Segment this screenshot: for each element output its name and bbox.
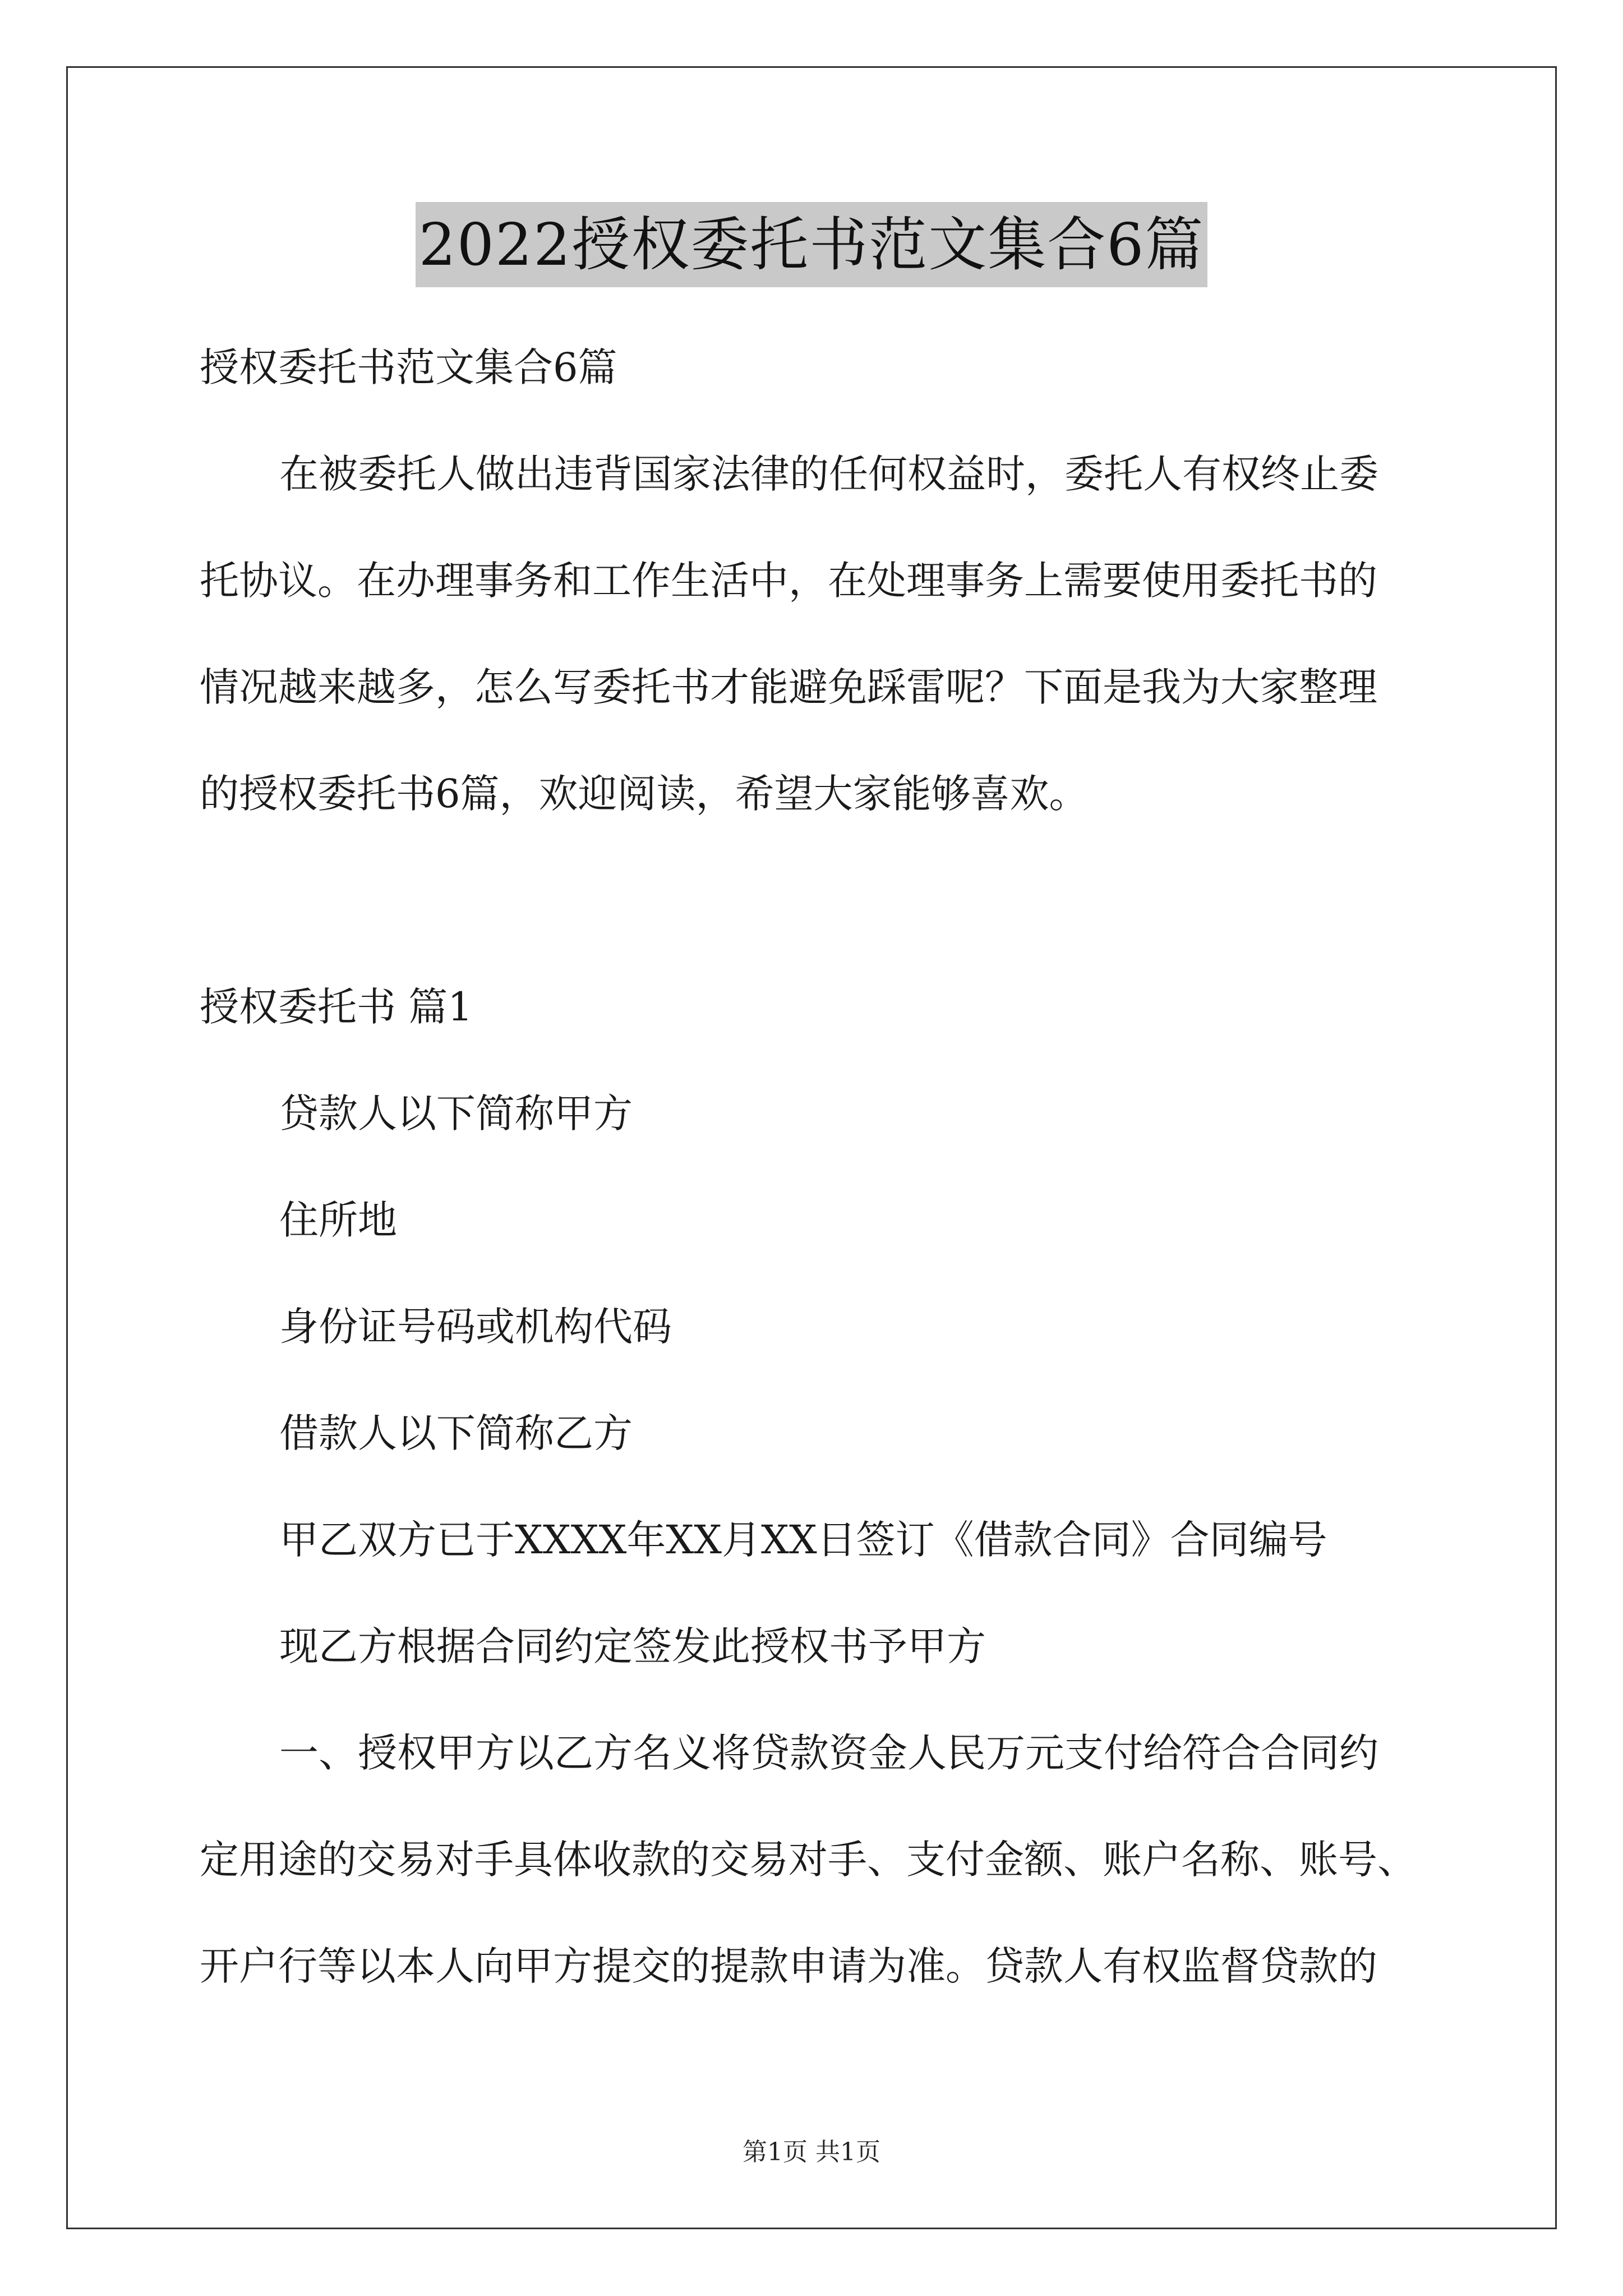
paragraph-line: 情况越来越多，怎么写委托书才能避免踩雷呢？下面是我为大家整理 <box>200 664 1377 710</box>
paragraph-line: 借款人以下简称乙方 <box>279 1410 633 1456</box>
paragraph-line: 一、授权甲方以乙方名义将贷款资金人民万元支付给符合合同约 <box>279 1730 1378 1776</box>
subtitle-line: 授权委托书范文集合6篇 <box>200 344 617 390</box>
paragraph-line: 定用途的交易对手具体收款的交易对手、支付金额、账户名称、账号、 <box>200 1837 1417 1883</box>
section-heading: 授权委托书 篇1 <box>200 984 473 1030</box>
paragraph-line: 现乙方根据合同约定签发此授权书予甲方 <box>279 1623 986 1669</box>
paragraph-line: 开户行等以本人向甲方提交的提款申请为准。贷款人有权监督贷款的 <box>200 1943 1377 1989</box>
paragraph-line: 托协议。在办理事务和工作生活中，在处理事务上需要使用委托书的 <box>200 558 1377 604</box>
paragraph-line: 甲乙双方已于XXXX年XX月XX日签订《借款合同》合同编号 <box>279 1517 1327 1563</box>
title-container <box>0 202 1623 287</box>
paragraph-line: 贷款人以下简称甲方 <box>279 1091 633 1137</box>
paragraph-line: 在被委托人做出违背国家法律的任何权益时，委托人有权终止委 <box>279 451 1378 497</box>
paragraph-line: 的授权委托书6篇，欢迎阅读，希望大家能够喜欢。 <box>200 771 1089 817</box>
blank-gap <box>200 847 1433 954</box>
paragraph-line: 住所地 <box>279 1197 397 1243</box>
document-title: 2022授权委托书范文集合6篇 <box>416 202 1208 287</box>
page-footer: 第1页 共1页 <box>743 2138 880 2166</box>
document-body <box>200 314 1433 2019</box>
paragraph-line: 身份证号码或机构代码 <box>279 1304 672 1350</box>
